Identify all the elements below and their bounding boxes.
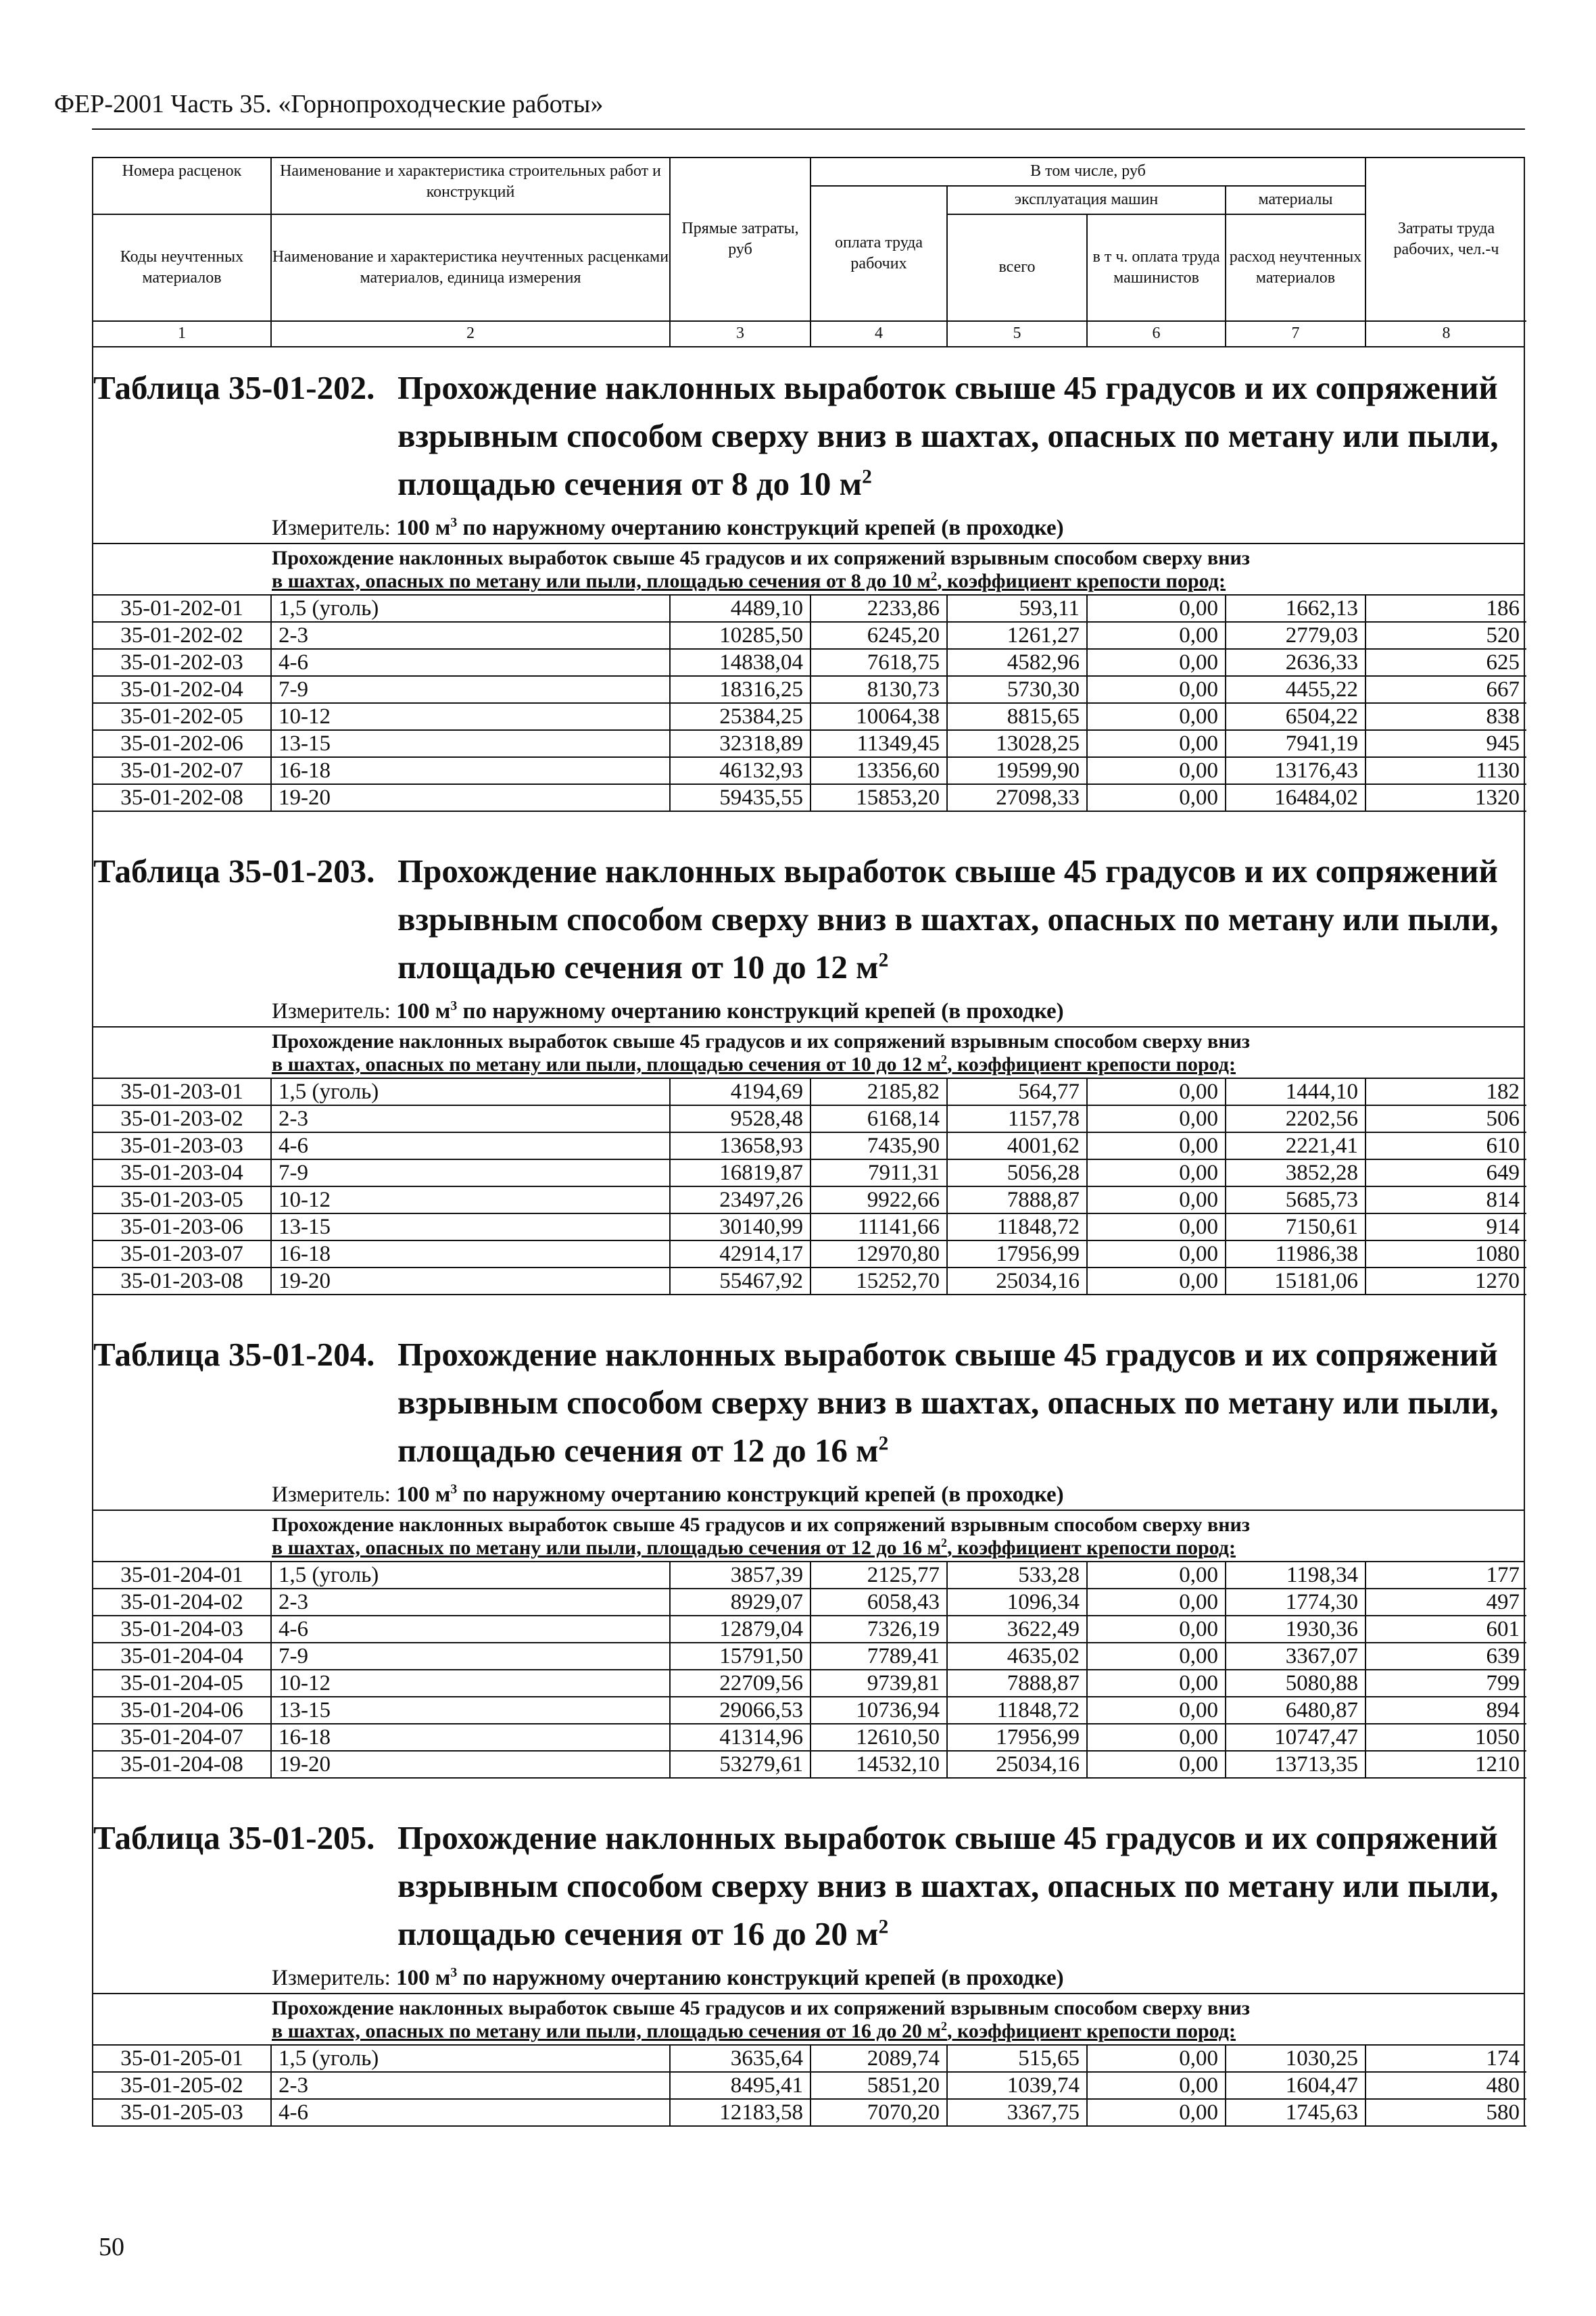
direct-costs-cell: 16819,87 <box>671 1160 811 1187</box>
table-title <box>93 1314 1524 1474</box>
machine-costs-cell: 1157,78 <box>948 1106 1088 1133</box>
rate-code-cell: 35-01-203-05 <box>93 1187 272 1214</box>
materials-cost-cell: 7150,61 <box>1226 1214 1366 1241</box>
meter-value: 100 м <box>396 1966 451 1990</box>
direct-costs-cell: 8929,07 <box>671 1589 811 1616</box>
operator-pay-cell: 0,00 <box>1088 1589 1226 1616</box>
direct-costs-cell: 53279,61 <box>671 1752 811 1779</box>
header-direct-costs: Прямые затраты, руб <box>671 158 811 322</box>
header-machine-operators: в т ч. оплата труда машинистов <box>1088 215 1226 322</box>
machine-costs-cell: 17956,99 <box>948 1724 1088 1752</box>
header-rule <box>92 128 1525 130</box>
materials-cost-cell: 1198,34 <box>1226 1562 1366 1589</box>
rate-name-cell: 4-6 <box>272 2100 671 2127</box>
table-meter: Измеритель: 100 $м^3$ по наружному очертанию конструкций крепей (в проходке) <box>93 513 1524 544</box>
direct-costs-cell: 22709,56 <box>671 1670 811 1697</box>
column-header <box>92 157 1525 347</box>
machine-costs-cell: 1039,74 <box>948 2073 1088 2100</box>
machine-costs-cell: 13028,25 <box>948 731 1088 758</box>
rate-name-cell: 7-9 <box>272 1643 671 1670</box>
labor-pay-cell: 7911,31 <box>811 1160 948 1187</box>
labor-pay-cell: 6058,43 <box>811 1589 948 1616</box>
labor-hours-cell: 838 <box>1366 704 1526 731</box>
materials-cost-cell: 1774,30 <box>1226 1589 1366 1616</box>
header-labor-pay: оплата труда рабочих <box>811 187 948 322</box>
labor-pay-cell: 15252,70 <box>811 1268 948 1295</box>
table-number: Таблица 35-01-202. <box>93 369 375 406</box>
header-col-num: 1 <box>93 322 272 346</box>
machine-costs-cell: 17956,99 <box>948 1241 1088 1268</box>
machine-costs-cell: 5730,30 <box>948 677 1088 704</box>
operator-pay-cell: 0,00 <box>1088 650 1226 677</box>
group-caption-line: в шахтах, опасных по метану или пыли, площадью сечения от 12 до 16 $м^2$, коэффициент крепости пород: <box>272 1536 1236 1559</box>
rate-name-cell: 7-9 <box>272 1160 671 1187</box>
meter-rest: по наружному очертанию конструкций крепей (в проходке) <box>457 999 1064 1023</box>
machine-costs-cell: 11848,72 <box>948 1697 1088 1724</box>
operator-pay-cell: 0,00 <box>1088 596 1226 623</box>
operator-pay-cell: 0,00 <box>1088 731 1226 758</box>
rate-code-cell: 35-01-202-03 <box>93 650 272 677</box>
rate-rows <box>93 2046 1524 2127</box>
rate-name-cell: 19-20 <box>272 785 671 812</box>
group-caption <box>93 1994 1524 2046</box>
rate-code-cell: 35-01-204-02 <box>93 1589 272 1616</box>
labor-pay-cell: 2233,86 <box>811 596 948 623</box>
operator-pay-cell: 0,00 <box>1088 1187 1226 1214</box>
table-meter: Измеритель: 100 $м^3$ по наружному очертанию конструкций крепей (в проходке) <box>93 996 1524 1028</box>
rate-name-cell: 16-18 <box>272 1724 671 1752</box>
labor-hours-cell: 480 <box>1366 2073 1526 2100</box>
materials-cost-cell: 3367,07 <box>1226 1643 1366 1670</box>
materials-cost-cell: 5685,73 <box>1226 1187 1366 1214</box>
operator-pay-cell: 0,00 <box>1088 1106 1226 1133</box>
rate-code-cell: 35-01-202-07 <box>93 758 272 785</box>
rate-code-cell: 35-01-204-04 <box>93 1643 272 1670</box>
table-meter: Измеритель: 100 $м^3$ по наружному очертанию конструкций крепей (в проходке) <box>93 1963 1524 1994</box>
labor-pay-cell: 12610,50 <box>811 1724 948 1752</box>
labor-hours-cell: 945 <box>1366 731 1526 758</box>
labor-pay-cell: 6168,14 <box>811 1106 948 1133</box>
header-col-num: 3 <box>671 322 811 346</box>
operator-pay-cell: 0,00 <box>1088 677 1226 704</box>
table-title-text: Прохождение наклонных выработок свыше 45 градусов и их сопряжений взрывным способом сверху вниз в шахтах, опасных по метану или пыли, площадью сечения от 12 до 16 $м^2$ <box>397 1336 1499 1469</box>
operator-pay-cell: 0,00 <box>1088 1241 1226 1268</box>
rate-name-cell: 13-15 <box>272 1697 671 1724</box>
table-number: Таблица 35-01-203. <box>93 852 375 890</box>
direct-costs-cell: 32318,89 <box>671 731 811 758</box>
direct-costs-cell: 8495,41 <box>671 2073 811 2100</box>
rate-code-cell: 35-01-202-08 <box>93 785 272 812</box>
rate-code-cell: 35-01-202-04 <box>93 677 272 704</box>
machine-costs-cell: 25034,16 <box>948 1268 1088 1295</box>
group-caption-line: в шахтах, опасных по метану или пыли, площадью сечения от 10 до 12 $м^2$, коэффициент крепости пород: <box>272 1053 1236 1076</box>
materials-cost-cell: 16484,02 <box>1226 785 1366 812</box>
section-spacer <box>93 1779 1524 1798</box>
rate-name-cell: 1,5 (уголь) <box>272 2046 671 2073</box>
rate-name-cell: 1,5 (уголь) <box>272 1079 671 1106</box>
labor-pay-cell: 11141,66 <box>811 1214 948 1241</box>
rate-code-cell: 35-01-203-04 <box>93 1160 272 1187</box>
header-col-num: 4 <box>811 322 948 346</box>
labor-pay-cell: 6245,20 <box>811 623 948 650</box>
group-caption-line: в шахтах, опасных по метану или пыли, площадью сечения от 16 до 20 $м^2$, коэффициент крепости пород: <box>272 2019 1236 2042</box>
group-caption-line: Прохождение наклонных выработок свыше 45 градусов и их сопряжений взрывным способом сверху вниз <box>272 547 1250 569</box>
rate-name-cell: 4-6 <box>272 1133 671 1160</box>
direct-costs-cell: 3635,64 <box>671 2046 811 2073</box>
table-section <box>92 347 1525 831</box>
rate-name-cell: 2-3 <box>272 1589 671 1616</box>
operator-pay-cell: 0,00 <box>1088 1752 1226 1779</box>
rate-name-cell: 1,5 (уголь) <box>272 596 671 623</box>
meter-value: 100 м <box>396 1482 451 1507</box>
materials-cost-cell: 15181,06 <box>1226 1268 1366 1295</box>
labor-pay-cell: 14532,10 <box>811 1752 948 1779</box>
direct-costs-cell: 23497,26 <box>671 1187 811 1214</box>
labor-hours-cell: 814 <box>1366 1187 1526 1214</box>
group-caption-line: Прохождение наклонных выработок свыше 45 градусов и их сопряжений взрывным способом сверху вниз <box>272 1030 1250 1053</box>
direct-costs-cell: 29066,53 <box>671 1697 811 1724</box>
direct-costs-cell: 25384,25 <box>671 704 811 731</box>
materials-cost-cell: 2221,41 <box>1226 1133 1366 1160</box>
labor-hours-cell: 649 <box>1366 1160 1526 1187</box>
machine-costs-cell: 515,65 <box>948 2046 1088 2073</box>
labor-pay-cell: 9739,81 <box>811 1670 948 1697</box>
labor-pay-cell: 7435,90 <box>811 1133 948 1160</box>
table-number: Таблица 35-01-205. <box>93 1819 375 1856</box>
labor-hours-cell: 914 <box>1366 1214 1526 1241</box>
machine-costs-cell: 27098,33 <box>948 785 1088 812</box>
labor-pay-cell: 7326,19 <box>811 1616 948 1643</box>
rate-code-cell: 35-01-202-01 <box>93 596 272 623</box>
group-caption <box>93 544 1524 596</box>
rate-code-cell: 35-01-203-08 <box>93 1268 272 1295</box>
operator-pay-cell: 0,00 <box>1088 1670 1226 1697</box>
labor-hours-cell: 1080 <box>1366 1241 1526 1268</box>
rate-name-cell: 16-18 <box>272 1241 671 1268</box>
rate-name-cell: 7-9 <box>272 677 671 704</box>
operator-pay-cell: 0,00 <box>1088 2100 1226 2127</box>
labor-pay-cell: 9922,66 <box>811 1187 948 1214</box>
group-caption-line: Прохождение наклонных выработок свыше 45 градусов и их сопряжений взрывным способом сверху вниз <box>272 1997 1250 2019</box>
labor-hours-cell: 580 <box>1366 2100 1526 2127</box>
machine-costs-cell: 5056,28 <box>948 1160 1088 1187</box>
rate-code-cell: 35-01-204-03 <box>93 1616 272 1643</box>
rate-name-cell: 2-3 <box>272 623 671 650</box>
materials-cost-cell: 1604,47 <box>1226 2073 1366 2100</box>
rate-name-cell: 16-18 <box>272 758 671 785</box>
labor-pay-cell: 12970,80 <box>811 1241 948 1268</box>
labor-hours-cell: 610 <box>1366 1133 1526 1160</box>
labor-hours-cell: 182 <box>1366 1079 1526 1106</box>
rate-code-cell: 35-01-203-01 <box>93 1079 272 1106</box>
table-title-text: Прохождение наклонных выработок свыше 45 градусов и их сопряжений взрывным способом сверху вниз в шахтах, опасных по метану или пыли, площадью сечения от 10 до 12 $м^2$ <box>397 852 1499 986</box>
materials-cost-cell: 1030,25 <box>1226 2046 1366 2073</box>
rate-code-cell: 35-01-203-07 <box>93 1241 272 1268</box>
machine-costs-cell: 1096,34 <box>948 1589 1088 1616</box>
section-spacer <box>93 1295 1524 1314</box>
machine-costs-cell: 7888,87 <box>948 1670 1088 1697</box>
machine-costs-cell: 19599,90 <box>948 758 1088 785</box>
table-number: Таблица 35-01-204. <box>93 1336 375 1373</box>
header-materials: материалы <box>1226 187 1366 215</box>
machine-costs-cell: 3622,49 <box>948 1616 1088 1643</box>
header-col-num: 5 <box>948 322 1088 346</box>
page-number: 50 <box>99 2233 124 2261</box>
machine-costs-cell: 1261,27 <box>948 623 1088 650</box>
direct-costs-cell: 4489,10 <box>671 596 811 623</box>
table-meter: Измеритель: 100 $м^3$ по наружному очертанию конструкций крепей (в проходке) <box>93 1480 1524 1511</box>
materials-cost-cell: 1930,36 <box>1226 1616 1366 1643</box>
direct-costs-cell: 59435,55 <box>671 785 811 812</box>
meter-label: Измеритель: <box>272 516 397 540</box>
machine-costs-cell: 4582,96 <box>948 650 1088 677</box>
rate-name-cell: 10-12 <box>272 1670 671 1697</box>
labor-pay-cell: 5851,20 <box>811 2073 948 2100</box>
operator-pay-cell: 0,00 <box>1088 704 1226 731</box>
header-machines: эксплуатация машин <box>948 187 1226 215</box>
direct-costs-cell: 3857,39 <box>671 1562 811 1589</box>
labor-hours-cell: 506 <box>1366 1106 1526 1133</box>
labor-pay-cell: 15853,20 <box>811 785 948 812</box>
direct-costs-cell: 13658,93 <box>671 1133 811 1160</box>
table-title <box>93 831 1524 991</box>
rate-name-cell: 13-15 <box>272 731 671 758</box>
materials-cost-cell: 1444,10 <box>1226 1079 1366 1106</box>
labor-pay-cell: 2089,74 <box>811 2046 948 2073</box>
header-col-num: 6 <box>1088 322 1226 346</box>
meter-rest: по наружному очертанию конструкций крепей (в проходке) <box>457 1966 1064 1990</box>
operator-pay-cell: 0,00 <box>1088 1133 1226 1160</box>
rate-code-cell: 35-01-205-02 <box>93 2073 272 2100</box>
rate-code-cell: 35-01-202-05 <box>93 704 272 731</box>
direct-costs-cell: 42914,17 <box>671 1241 811 1268</box>
rate-code-cell: 35-01-203-03 <box>93 1133 272 1160</box>
materials-cost-cell: 13176,43 <box>1226 758 1366 785</box>
operator-pay-cell: 0,00 <box>1088 758 1226 785</box>
labor-pay-cell: 10064,38 <box>811 704 948 731</box>
running-header: ФЕР-2001 Часть 35. «Горнопроходческие работы» <box>54 90 604 118</box>
group-caption-line: Прохождение наклонных выработок свыше 45 градусов и их сопряжений взрывным способом сверху вниз <box>272 1514 1250 1536</box>
meter-label: Измеритель: <box>272 1966 397 1990</box>
materials-cost-cell: 2779,03 <box>1226 623 1366 650</box>
direct-costs-cell: 14838,04 <box>671 650 811 677</box>
rate-name-cell: 10-12 <box>272 1187 671 1214</box>
labor-hours-cell: 1210 <box>1366 1752 1526 1779</box>
operator-pay-cell: 0,00 <box>1088 1616 1226 1643</box>
labor-hours-cell: 174 <box>1366 2046 1526 2073</box>
materials-cost-cell: 4455,22 <box>1226 677 1366 704</box>
labor-pay-cell: 11349,45 <box>811 731 948 758</box>
direct-costs-cell: 9528,48 <box>671 1106 811 1133</box>
machine-costs-cell: 4635,02 <box>948 1643 1088 1670</box>
direct-costs-cell: 41314,96 <box>671 1724 811 1752</box>
operator-pay-cell: 0,00 <box>1088 1697 1226 1724</box>
header-rate-numbers: Номера расценок <box>93 158 272 215</box>
direct-costs-cell: 46132,93 <box>671 758 811 785</box>
rate-code-cell: 35-01-204-08 <box>93 1752 272 1779</box>
labor-hours-cell: 1320 <box>1366 785 1526 812</box>
machine-costs-cell: 533,28 <box>948 1562 1088 1589</box>
operator-pay-cell: 0,00 <box>1088 2073 1226 2100</box>
operator-pay-cell: 0,00 <box>1088 1562 1226 1589</box>
direct-costs-cell: 15791,50 <box>671 1643 811 1670</box>
operator-pay-cell: 0,00 <box>1088 1160 1226 1187</box>
labor-hours-cell: 799 <box>1366 1670 1526 1697</box>
direct-costs-cell: 12183,58 <box>671 2100 811 2127</box>
header-col-num: 2 <box>272 322 671 346</box>
labor-hours-cell: 497 <box>1366 1589 1526 1616</box>
header-col-num: 8 <box>1442 324 1451 343</box>
machine-costs-cell: 25034,16 <box>948 1752 1088 1779</box>
meter-rest: по наружному очертанию конструкций крепей (в проходке) <box>457 1482 1064 1507</box>
labor-pay-cell: 7789,41 <box>811 1643 948 1670</box>
machine-costs-cell: 7888,87 <box>948 1187 1088 1214</box>
rate-code-cell: 35-01-204-05 <box>93 1670 272 1697</box>
labor-hours-cell: 1050 <box>1366 1724 1526 1752</box>
rate-code-cell: 35-01-205-03 <box>93 2100 272 2127</box>
machine-costs-cell: 4001,62 <box>948 1133 1088 1160</box>
rate-rows <box>93 1562 1524 1779</box>
labor-hours-cell: 639 <box>1366 1643 1526 1670</box>
materials-cost-cell: 6504,22 <box>1226 704 1366 731</box>
section-spacer <box>93 812 1524 831</box>
rate-rows <box>93 1079 1524 1295</box>
machine-costs-cell: 564,77 <box>948 1079 1088 1106</box>
group-caption <box>93 1511 1524 1562</box>
rate-tables <box>92 157 1525 2127</box>
rate-code-cell: 35-01-204-01 <box>93 1562 272 1589</box>
sections <box>92 347 1525 2127</box>
labor-pay-cell: 13356,60 <box>811 758 948 785</box>
rate-name-cell: 2-3 <box>272 2073 671 2100</box>
rate-code-cell: 35-01-202-02 <box>93 623 272 650</box>
meter-label: Измеритель: <box>272 1482 397 1507</box>
labor-pay-cell: 10736,94 <box>811 1697 948 1724</box>
labor-hours-cell: 186 <box>1366 596 1526 623</box>
group-caption <box>93 1028 1524 1079</box>
rate-name-cell: 4-6 <box>272 650 671 677</box>
labor-hours-cell: 667 <box>1366 677 1526 704</box>
materials-cost-cell: 1745,63 <box>1226 2100 1366 2127</box>
direct-costs-cell: 18316,25 <box>671 677 811 704</box>
labor-hours-cell: 601 <box>1366 1616 1526 1643</box>
rate-name-cell: 19-20 <box>272 1268 671 1295</box>
labor-hours-cell: 177 <box>1366 1562 1526 1589</box>
rate-name-cell: 1,5 (уголь) <box>272 1562 671 1589</box>
materials-cost-cell: 11986,38 <box>1226 1241 1366 1268</box>
meter-label: Измеритель: <box>272 999 397 1023</box>
materials-cost-cell: 7941,19 <box>1226 731 1366 758</box>
header-including: В том числе, руб <box>811 158 1366 187</box>
operator-pay-cell: 0,00 <box>1088 1268 1226 1295</box>
labor-hours-cell: 625 <box>1366 650 1526 677</box>
operator-pay-cell: 0,00 <box>1088 1214 1226 1241</box>
rate-code-cell: 35-01-202-06 <box>93 731 272 758</box>
materials-cost-cell: 6480,87 <box>1226 1697 1366 1724</box>
rate-name-cell: 2-3 <box>272 1106 671 1133</box>
table-title <box>93 347 1524 508</box>
table-section <box>92 1314 1525 1798</box>
header-machines-total: всего <box>948 215 1088 322</box>
materials-cost-cell: 2636,33 <box>1226 650 1366 677</box>
rate-name-cell: 4-6 <box>272 1616 671 1643</box>
rate-code-cell: 35-01-203-02 <box>93 1106 272 1133</box>
machine-costs-cell: 593,11 <box>948 596 1088 623</box>
materials-cost-cell: 2202,56 <box>1226 1106 1366 1133</box>
rate-code-cell: 35-01-204-06 <box>93 1697 272 1724</box>
machine-costs-cell: 8815,65 <box>948 704 1088 731</box>
rate-code-cell: 35-01-205-01 <box>93 2046 272 2073</box>
materials-cost-cell: 5080,88 <box>1226 1670 1366 1697</box>
direct-costs-cell: 30140,99 <box>671 1214 811 1241</box>
machine-costs-cell: 3367,75 <box>948 2100 1088 2127</box>
rate-name-cell: 13-15 <box>272 1214 671 1241</box>
rate-code-cell: 35-01-203-06 <box>93 1214 272 1241</box>
labor-pay-cell: 2125,77 <box>811 1562 948 1589</box>
meter-rest: по наружному очертанию конструкций крепей (в проходке) <box>457 516 1064 540</box>
group-caption-line: в шахтах, опасных по метану или пыли, площадью сечения от 8 до 10 $м^2$, коэффициент крепости пород: <box>272 569 1226 592</box>
operator-pay-cell: 0,00 <box>1088 1643 1226 1670</box>
labor-pay-cell: 8130,73 <box>811 677 948 704</box>
table-title-text: Прохождение наклонных выработок свыше 45 градусов и их сопряжений взрывным способом сверху вниз в шахтах, опасных по метану или пыли, площадью сечения от 16 до 20 $м^2$ <box>397 1819 1499 1952</box>
table-title <box>93 1798 1524 1958</box>
labor-pay-cell: 7618,75 <box>811 650 948 677</box>
table-section <box>92 831 1525 1314</box>
header-materials-unaccounted: расход неучтенных материалов <box>1226 215 1366 322</box>
header-labor-costs: Затраты труда рабочих, чел.-ч <box>1366 158 1526 322</box>
operator-pay-cell: 0,00 <box>1088 1079 1226 1106</box>
direct-costs-cell: 10285,50 <box>671 623 811 650</box>
operator-pay-cell: 0,00 <box>1088 785 1226 812</box>
header-col-num: 7 <box>1226 322 1366 346</box>
direct-costs-cell: 12879,04 <box>671 1616 811 1643</box>
direct-costs-cell: 4194,69 <box>671 1079 811 1106</box>
operator-pay-cell: 0,00 <box>1088 2046 1226 2073</box>
rate-name-cell: 10-12 <box>272 704 671 731</box>
header-work-name: Наименование и характеристика строительных работ и конструкций <box>272 158 671 215</box>
labor-pay-cell: 2185,82 <box>811 1079 948 1106</box>
table-section <box>92 1798 1525 2127</box>
labor-pay-cell: 7070,20 <box>811 2100 948 2127</box>
labor-hours-cell: 1270 <box>1366 1268 1526 1295</box>
meter-value: 100 м <box>396 516 451 540</box>
rate-code-cell: 35-01-204-07 <box>93 1724 272 1752</box>
materials-cost-cell: 10747,47 <box>1226 1724 1366 1752</box>
direct-costs-cell: 55467,92 <box>671 1268 811 1295</box>
meter-value: 100 м <box>396 999 451 1023</box>
table-title-text: Прохождение наклонных выработок свыше 45 градусов и их сопряжений взрывным способом сверху вниз в шахтах, опасных по метану или пыли, площадью сечения от 8 до 10 $м^2$ <box>397 369 1499 502</box>
labor-hours-cell: 894 <box>1366 1697 1526 1724</box>
labor-hours-cell: 520 <box>1366 623 1526 650</box>
labor-hours-cell: 1130 <box>1366 758 1526 785</box>
operator-pay-cell: 0,00 <box>1088 1724 1226 1752</box>
rate-name-cell: 19-20 <box>272 1752 671 1779</box>
operator-pay-cell: 0,00 <box>1088 623 1226 650</box>
rate-rows <box>93 596 1524 812</box>
machine-costs-cell: 11848,72 <box>948 1214 1088 1241</box>
header-material-name: Наименование и характеристика неучтенных расценками материалов, единица измерения <box>272 215 671 322</box>
header-material-codes: Коды неучтенных материалов <box>93 215 272 322</box>
materials-cost-cell: 13713,35 <box>1226 1752 1366 1779</box>
materials-cost-cell: 3852,28 <box>1226 1160 1366 1187</box>
materials-cost-cell: 1662,13 <box>1226 596 1366 623</box>
